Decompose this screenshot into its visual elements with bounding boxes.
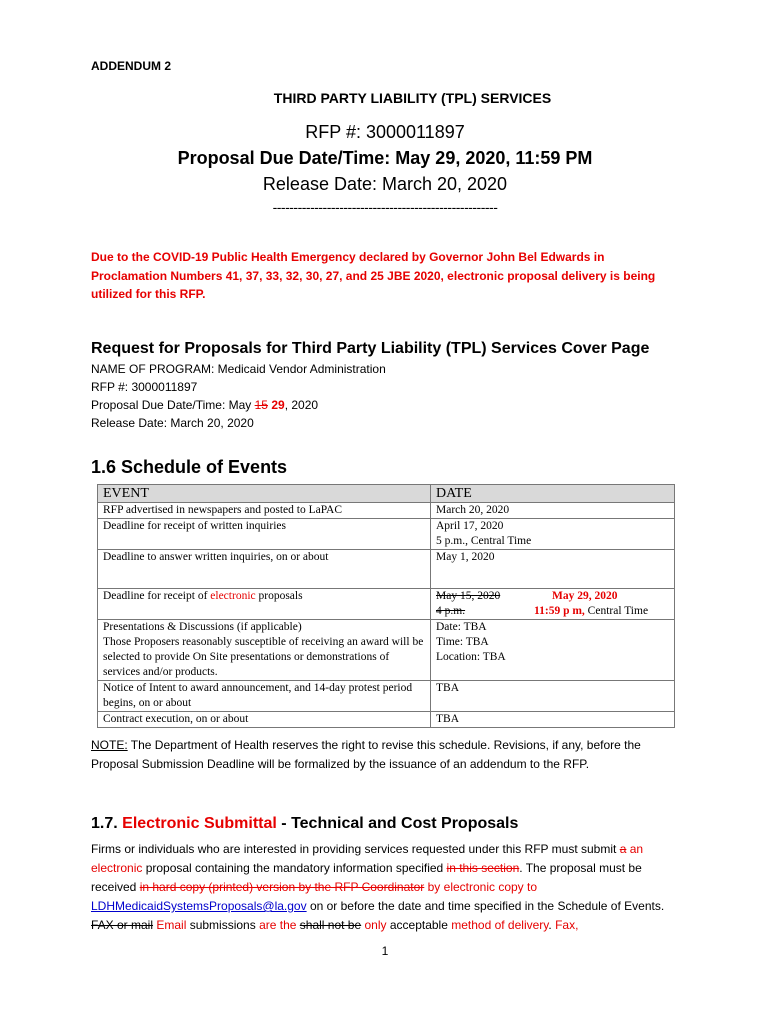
- date-line: [436, 589, 669, 604]
- event-cell: RFP advertised in newspapers and posted to LaPAC: [98, 503, 431, 519]
- schedule-heading: 1.6 Schedule of Events: [91, 457, 288, 477]
- email-link[interactable]: LDHMedicaidSystemsProposals@la.gov: [91, 899, 307, 913]
- event-cell: Notice of Intent to award announcement, and 14-day protest period begins, on or about: [98, 681, 431, 712]
- struck-day: 15: [254, 398, 268, 412]
- inserted-text: by electronic copy to: [424, 880, 538, 894]
- section-number: 1.7.: [91, 815, 123, 832]
- location-line: Location: TBA: [436, 651, 506, 663]
- due-prefix: Proposal Due Date/Time: May: [91, 398, 255, 412]
- inserted-text: only: [361, 918, 387, 932]
- date-cell: [431, 519, 675, 550]
- deleted-text: FAX or mail: [91, 918, 154, 932]
- due-suffix: , 2020: [284, 398, 319, 412]
- text: Firms or individuals who are interested in providing services requested under this RFP must submit: [91, 842, 620, 856]
- date-cell: May 1, 2020: [431, 550, 675, 589]
- event-suffix: proposals: [255, 590, 303, 602]
- section-red-title: Electronic Submittal: [122, 815, 277, 832]
- old-date: May 15, 2020: [436, 590, 501, 602]
- table-header-row: [98, 485, 675, 503]
- event-line: Presentations & Discussions (if applicable): [103, 621, 302, 633]
- schedule-table: [97, 484, 675, 728]
- date-line: Date: TBA: [436, 621, 487, 633]
- text: acceptable: [386, 918, 452, 932]
- deleted-text: shall not be: [299, 918, 362, 932]
- cover-release-date: Release Date: March 20, 2020: [91, 416, 254, 430]
- deleted-text: in this section: [446, 861, 520, 875]
- table-row: [98, 620, 675, 681]
- date-cell: [431, 589, 675, 620]
- program-name: NAME OF PROGRAM: Medicaid Vendor Administration: [91, 362, 386, 376]
- section-1-7-heading: [91, 815, 518, 833]
- event-cell: [98, 620, 431, 681]
- release-date: Release Date: March 20, 2020: [262, 174, 508, 194]
- new-time: 11:59 p m,: [534, 605, 585, 617]
- inserted-text: are the: [259, 918, 297, 932]
- section-1-7-paragraph: [91, 840, 686, 935]
- event-cell: [98, 589, 431, 620]
- section-dash: -: [276, 815, 292, 832]
- table-row: [98, 589, 675, 620]
- inserted-text: Fax,: [555, 918, 579, 932]
- text: submissions: [186, 918, 260, 932]
- inserted-text: an electronic: [91, 842, 644, 875]
- text: on or before the date and time specified in the Schedule of Events.: [306, 899, 665, 913]
- inserted-text: method of delivery: [451, 918, 549, 932]
- time-line: 5 p.m., Central Time: [436, 535, 532, 547]
- section-title: Technical and Cost Proposals: [291, 815, 519, 832]
- time-line: Time: TBA: [436, 636, 489, 648]
- time-zone: Central Time: [584, 605, 649, 617]
- rfp-number: RFP #: 3000011897: [305, 122, 465, 142]
- divider-line: ------------------------------------------------------: [272, 199, 498, 215]
- column-header-date: DATE: [431, 485, 675, 503]
- event-cell: Contract execution, on or about: [98, 712, 431, 728]
- inserted-text: Email: [153, 918, 187, 932]
- event-cell: Deadline to answer written inquiries, on or about: [98, 550, 431, 589]
- date-cell: TBA: [431, 681, 675, 712]
- date-cell: TBA: [431, 712, 675, 728]
- covid-notice: Due to the COVID-19 Public Health Emergency declared by Governor John Bel Edwards in Proclamation Numbers 41, 37, 33, 32, 30, 27, and 25 JBE 2020, electronic proposal delivery is being utilized for this RFP.: [91, 250, 656, 301]
- date-cell: [431, 620, 675, 681]
- table-row: [98, 550, 675, 589]
- cover-page-heading: Request for Proposals for Third Party Liability (TPL) Services Cover Page: [91, 340, 650, 357]
- date-line: April 17, 2020: [436, 520, 504, 532]
- table-row: [98, 712, 675, 728]
- time-line: [436, 604, 669, 619]
- cover-due-date: [91, 398, 318, 412]
- new-date: May 29, 2020: [552, 590, 618, 602]
- page-number: 1: [381, 944, 389, 958]
- note-text: The Department of Health reserves the right to revise this schedule. Revisions, if any, before the Proposal Submission Deadline will be formalized by the issuance of an addendum to the RFP.: [91, 738, 641, 771]
- proposal-due-date: Proposal Due Date/Time: May 29, 2020, 11:59 PM: [177, 148, 593, 168]
- table-row: [98, 681, 675, 712]
- note-label: NOTE:: [91, 738, 128, 752]
- old-time: 4 p.m.: [436, 605, 466, 617]
- text: proposal containing the mandatory information specified: [142, 861, 447, 875]
- column-header-event: EVENT: [98, 485, 431, 503]
- event-detail: Those Proposers reasonably susceptible of receiving an award will be selected to provide On Site presentations or demonstrations of services and/or products.: [103, 636, 424, 678]
- deleted-text: in hard copy (printed) version by the RFP Coordinator: [139, 880, 425, 894]
- text: .: [548, 918, 556, 932]
- event-inserted-word: electronic: [210, 590, 256, 602]
- date-cell: March 20, 2020: [431, 503, 675, 519]
- new-time-group: [534, 604, 648, 619]
- new-day: 29: [271, 398, 285, 412]
- cover-rfp-number: RFP #: 3000011897: [91, 380, 198, 394]
- event-cell: Deadline for receipt of written inquiries: [98, 519, 431, 550]
- table-row: [98, 503, 675, 519]
- event-prefix: Deadline for receipt of: [103, 590, 211, 602]
- schedule-note: [91, 736, 686, 774]
- addendum-label: ADDENDUM 2: [91, 59, 172, 73]
- text: . The proposal must be received: [91, 861, 642, 894]
- deleted-text: a: [619, 842, 627, 856]
- document-title: THIRD PARTY LIABILITY (TPL) SERVICES: [273, 90, 552, 106]
- table-row: [98, 519, 675, 550]
